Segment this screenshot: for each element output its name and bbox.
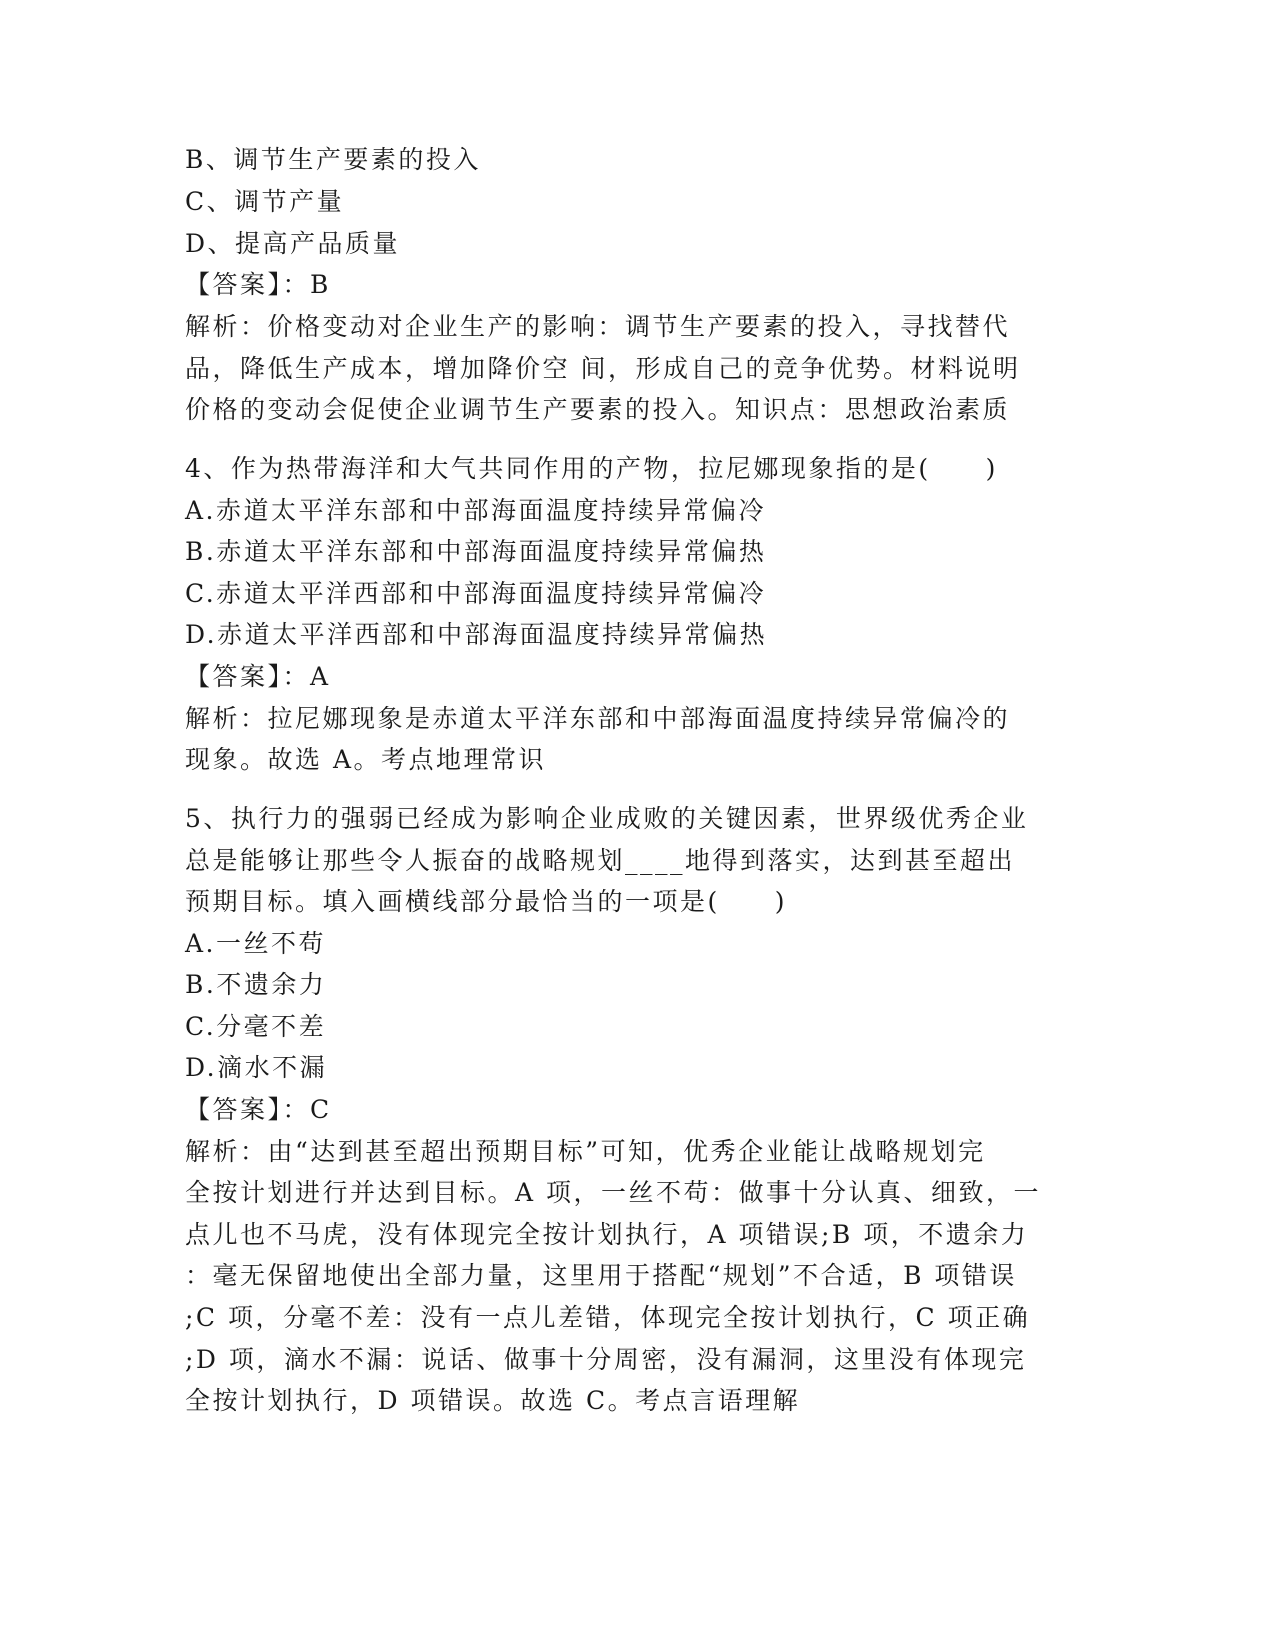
q5-option-b: B.不遗余力 bbox=[185, 970, 327, 999]
q4-option-c: C.赤道太平洋西部和中部海面温度持续异常偏冷 bbox=[185, 579, 767, 608]
q3-analysis-line-1: 解析：价格变动对企业生产的影响：调节生产要素的投入，寻找替代 bbox=[185, 312, 1011, 341]
q4-option-a: A.赤道太平洋东部和中部海面温度持续异常偏冷 bbox=[185, 496, 767, 525]
q5-analysis-line-6: ;D 项，滴水不漏：说话、做事十分周密，没有漏洞，这里没有体现完 bbox=[185, 1345, 1027, 1374]
q4-stem: 4、作为热带海洋和大气共同作用的产物，拉尼娜现象指的是( ) bbox=[185, 454, 998, 483]
q5-analysis-line-2: 全按计划进行并达到目标。A 项，一丝不苟：做事十分认真、细致，一 bbox=[185, 1178, 1042, 1207]
q5-option-c: C.分毫不差 bbox=[185, 1012, 327, 1041]
q4-option-d: D.赤道太平洋西部和中部海面温度持续异常偏热 bbox=[185, 620, 768, 649]
q5-stem-line-1: 5、执行力的强弱已经成为影响企业成败的关键因素，世界级优秀企业 bbox=[185, 804, 1029, 833]
q3-option-c: C、调节产量 bbox=[185, 187, 345, 216]
q4-answer: 【答案】：A bbox=[185, 662, 331, 691]
q5-stem-line-3: 预期目标。填入画横线部分最恰当的一项是( ) bbox=[185, 887, 788, 916]
q5-analysis-line-3: 点儿也不马虎，没有体现完全按计划执行，A 项错误;B 项，不遗余力 bbox=[185, 1220, 1029, 1249]
q3-option-d: D、提高产品质量 bbox=[185, 229, 401, 258]
q4-analysis-line-2: 现象。故选 A。考点地理常识 bbox=[185, 745, 547, 774]
q3-answer: 【答案】：B bbox=[185, 270, 331, 299]
q3-analysis-line-3: 价格的变动会促使企业调节生产要素的投入。知识点：思想政治素质 bbox=[185, 395, 1011, 424]
q5-option-d: D.滴水不漏 bbox=[185, 1053, 328, 1082]
q5-analysis-line-7: 全按计划执行，D 项错误。故选 C。考点言语理解 bbox=[185, 1386, 801, 1415]
q5-option-a: A.一丝不苟 bbox=[185, 929, 327, 958]
q5-analysis-line-1: 解析：由“达到甚至超出预期目标”可知，优秀企业能让战略规划完 bbox=[185, 1137, 986, 1166]
q5-analysis-line-4: ：毫无保留地使出全部力量，这里用于搭配“规划”不合适，B 项错误 bbox=[185, 1261, 1017, 1290]
q3-analysis-line-2: 品，降低生产成本，增加降价空 间，形成自己的竞争优势。材料说明 bbox=[185, 354, 1021, 383]
q5-stem-line-2: 总是能够让那些令人振奋的战略规划____地得到落实，达到甚至超出 bbox=[185, 846, 1016, 875]
q4-option-b: B.赤道太平洋东部和中部海面温度持续异常偏热 bbox=[185, 537, 767, 566]
q5-answer: 【答案】：C bbox=[185, 1095, 332, 1124]
q4-analysis-line-1: 解析：拉尼娜现象是赤道太平洋东部和中部海面温度持续异常偏冷的 bbox=[185, 704, 1011, 733]
q3-option-b: B、调节生产要素的投入 bbox=[185, 145, 481, 174]
q5-analysis-line-5: ;C 项，分毫不差：没有一点儿差错，体现完全按计划执行，C 项正确 bbox=[185, 1303, 1031, 1332]
